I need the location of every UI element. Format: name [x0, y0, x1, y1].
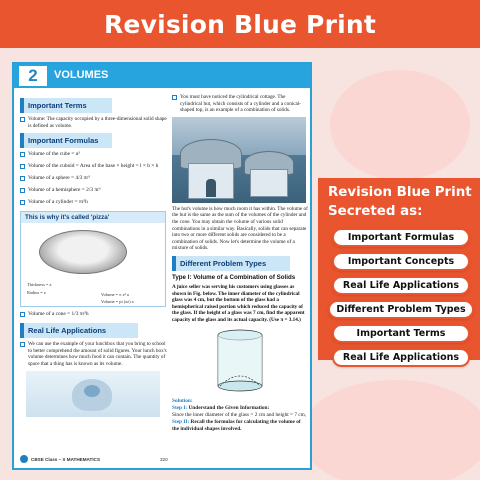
page-footer: [20, 454, 306, 464]
type-title: Type I: Volume of a Combination of Solids: [172, 273, 296, 281]
pill-real-life-applications: Real Life Applications: [332, 276, 470, 295]
problem-question: A juice seller was serving his customers using glasses as shown in Fig. below. The inner diameter of the cylindrical glass was 4 cm, but the bottom of the glass had a hemispherical raised portion which reduced the capacity of the glass. If the height of a glass was 7 cm, find the apparent capacity of the glass and its actual capacity. (Use π = 3.14.): [172, 283, 305, 323]
pizza-caption: This is why it's called 'pizza': [21, 212, 165, 223]
hut-paragraph: The hut's volume is how much room it has within. The volume of the hut is the same as the sum of the volumes of the cylinder and the cone. You may obtain the volume of various solid combinations in a similar way. Basically, solids that can separate into two or more different solids are considered to be a combination of solids. Now let's determine the volume of a mixture of solids.: [172, 205, 308, 252]
checkbox-icon: [20, 342, 25, 347]
glass-figure: [172, 328, 308, 394]
checkbox-icon: [20, 188, 25, 193]
solution-label: Solution:: [172, 397, 193, 404]
chapter-title: VOLUMES: [54, 69, 109, 81]
formula-item: Volume of the cube = a³: [20, 151, 168, 157]
checkbox-icon: [20, 200, 25, 205]
formula-item: Volume of a hemisphere = 2/3 πr³: [20, 187, 168, 193]
cylindrical-hut-image: [172, 117, 306, 203]
panel-heading: Revision Blue Print Secreted as:: [328, 185, 472, 219]
chapter-number: 2: [19, 66, 47, 86]
pizza-image: [39, 230, 127, 274]
list-item: Volume: The capacity occupied by a three-dimensional solid shape is defined as volume.: [20, 116, 168, 129]
formula-item: Volume of the cuboid = Area of the base × height = l × b × h: [20, 163, 168, 169]
checkbox-icon: [20, 164, 25, 169]
formula-item: Volume of a cone = 1/3 πr²h: [20, 311, 168, 317]
checkbox-icon: [20, 176, 25, 181]
list-item: We can use the example of your lunchbox that you bring to school to better comprehend the amount of solid figures. Your lunch box's volume determines how much food it can contain. The quantity of space that a thing has is known as its volume.: [20, 341, 168, 367]
lunchbox-image: [26, 371, 160, 417]
banner-title: Revision Blue Print: [103, 9, 377, 39]
top-banner: [0, 0, 480, 48]
pill-important-terms: Important Terms: [332, 324, 470, 343]
book-page: [12, 62, 312, 470]
checkbox-icon: [172, 95, 177, 100]
formula-item: Volume of a sphere = 4/3 πr³: [20, 175, 168, 181]
pill-important-concepts: Important Concepts: [332, 252, 470, 271]
checkbox-icon: [20, 152, 25, 157]
formula-item: Volume of a cylinder = πr²h: [20, 199, 168, 205]
checkbox-icon: [20, 312, 25, 317]
pill-real-life-applications-2: Real Life Applications: [332, 348, 470, 367]
pizza-figure: This is why it's called 'pizza' Thickness = a Radius = z Volume = π z² a Volume = pi (zz) a: [20, 211, 166, 307]
important-formulas-heading: Important Formulas: [20, 133, 112, 148]
right-column: [172, 94, 308, 433]
important-terms-heading: Important Terms: [20, 98, 112, 113]
list-item: You must have noticed the cylindrical cottage. The cylindrical hut, which consists of a cylinder and a conical-shaped top, is an example of a combination of solids.: [172, 94, 308, 114]
pill-important-formulas: Important Formulas: [332, 228, 470, 247]
pill-different-problem-types: Different Problem Types: [328, 300, 474, 319]
page-number: 320: [160, 457, 168, 462]
real-life-heading: Real Life Applications: [20, 323, 138, 338]
left-column: [20, 94, 168, 417]
checkbox-icon: [20, 117, 25, 122]
background-blob: [300, 380, 480, 480]
cylinder-glass-diagram: [172, 328, 308, 394]
footer-class-label: CBSE Class – X MATHEMATICS: [31, 457, 101, 462]
background-blob: [330, 70, 470, 180]
solution-block: Solution: Step I: Understand the Given Information: Since the inner diameter of the glass = 2 cm and height = 7 cm, Step II: Recall the formulas for calculating the volume of the individual shapes involved.: [172, 397, 307, 432]
problem-types-heading: Different Problem Types: [172, 256, 290, 271]
footer-logo-icon: [20, 455, 28, 463]
chapter-header: [14, 64, 310, 88]
